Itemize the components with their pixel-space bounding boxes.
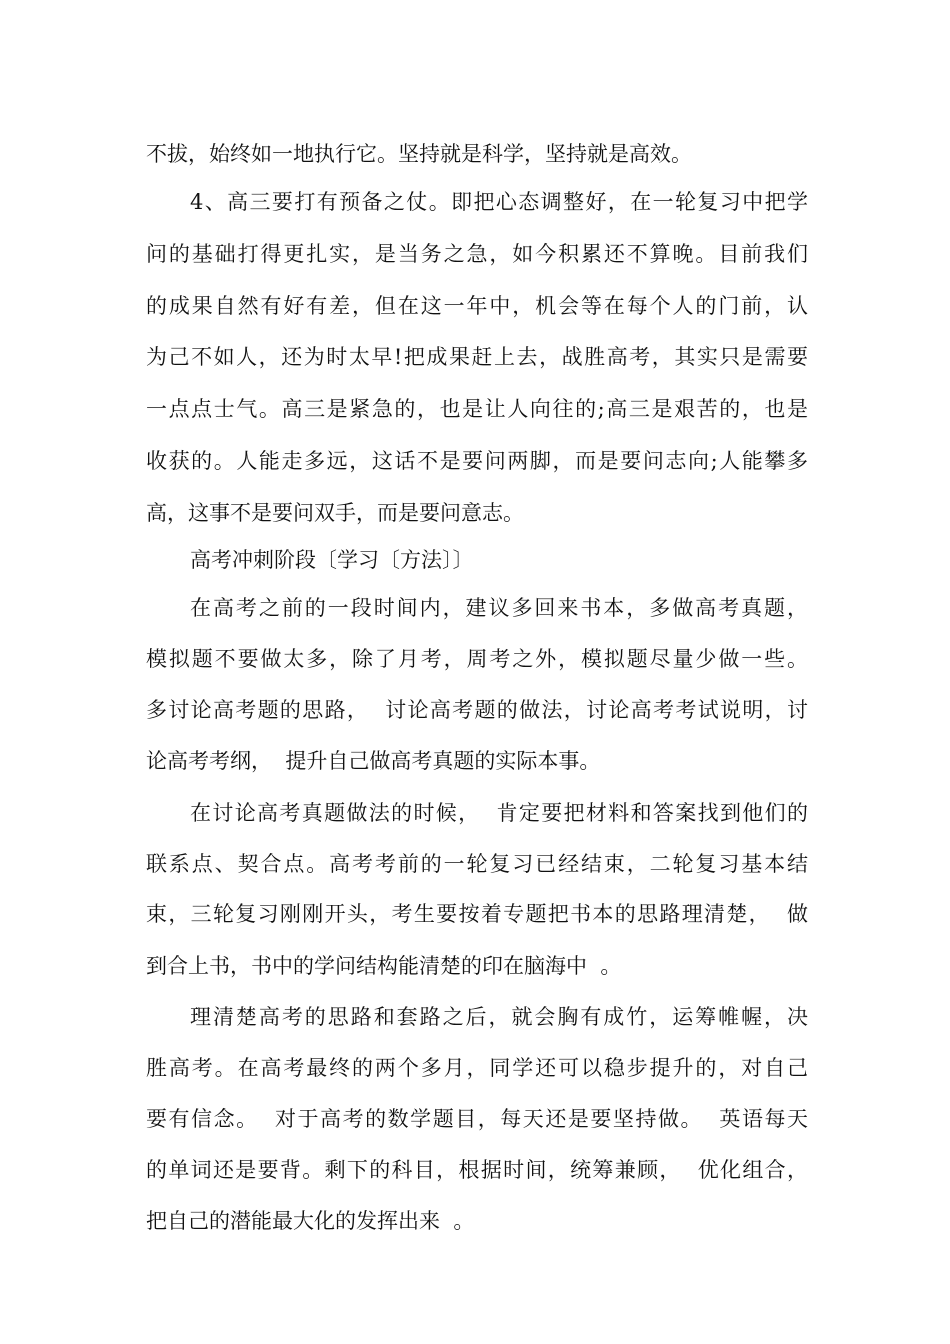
text-line: 的成果自然有好有差，但在这一年中，机会等在每个人的门前，认 — [146, 294, 808, 318]
text-line: 模拟题不要做太多，除了月考，周考之外，模拟题尽量少做一些。 — [146, 647, 808, 671]
text-line: 把自己的潜能最大化的发挥出来 。 — [146, 1209, 475, 1233]
text-line: 问的基础打得更扎实，是当务之急，如今积累还不算晚。目前我们 — [146, 242, 808, 266]
text-line: 在讨论高考真题做法的时候， 肯定要把材料和答案找到他们的 — [190, 801, 808, 825]
text-line: 胜高考。在高考最终的两个多月，同学还可以稳步提升的，对自己 — [146, 1056, 808, 1080]
text-line: 联系点、契合点。高考考前的一轮复习已经结束，二轮复习基本结 — [146, 852, 808, 876]
text-line: 束，三轮复习刚刚开头，考生要按着专题把书本的思路理清楚， 做 — [146, 902, 808, 926]
text-line: 不拔，始终如一地执行它。坚持就是科学，坚持就是高效。 — [146, 142, 692, 166]
text-line: 4、高三要打有预备之仗。即把心态调整好，在一轮复习中把学 — [190, 190, 808, 214]
text-line: 一点点士气。高三是紧急的，也是让人向往的;高三是艰苦的，也是 — [146, 397, 808, 421]
text-line: 要有信念。 对于高考的数学题目，每天还是要坚持做。 英语每天 — [146, 1107, 808, 1131]
text-line: 为己不如人，还为时太早!把成果赶上去，战胜高考，其实只是需要 — [146, 345, 808, 369]
text-line: 论高考考纲， 提升自己做高考真题的实际本事。 — [146, 749, 601, 773]
text-line: 高，这事不是要问双手，而是要问意志。 — [146, 501, 524, 525]
text-line: 的单词还是要背。剩下的科目，根据时间，统筹兼顾， 优化组合， — [146, 1158, 808, 1182]
section-heading: 高考冲刺阶段〔学习〔方法〕〕 — [190, 548, 474, 572]
text-line: 收获的。人能走多远，这话不是要问两脚，而是要问志向;人能攀多 — [146, 449, 808, 473]
text-line: 多讨论高考题的思路， 讨论高考题的做法，讨论高考考试说明，讨 — [146, 698, 808, 722]
text-line: 理清楚高考的思路和套路之后，就会胸有成竹，运筹帷幄，决 — [190, 1005, 808, 1029]
text-line: 到合上书，书中的学问结构能清楚的印在脑海中 。 — [146, 954, 622, 978]
text-line: 在高考之前的一段时间内，建议多回来书本，多做高考真题， — [190, 596, 808, 620]
